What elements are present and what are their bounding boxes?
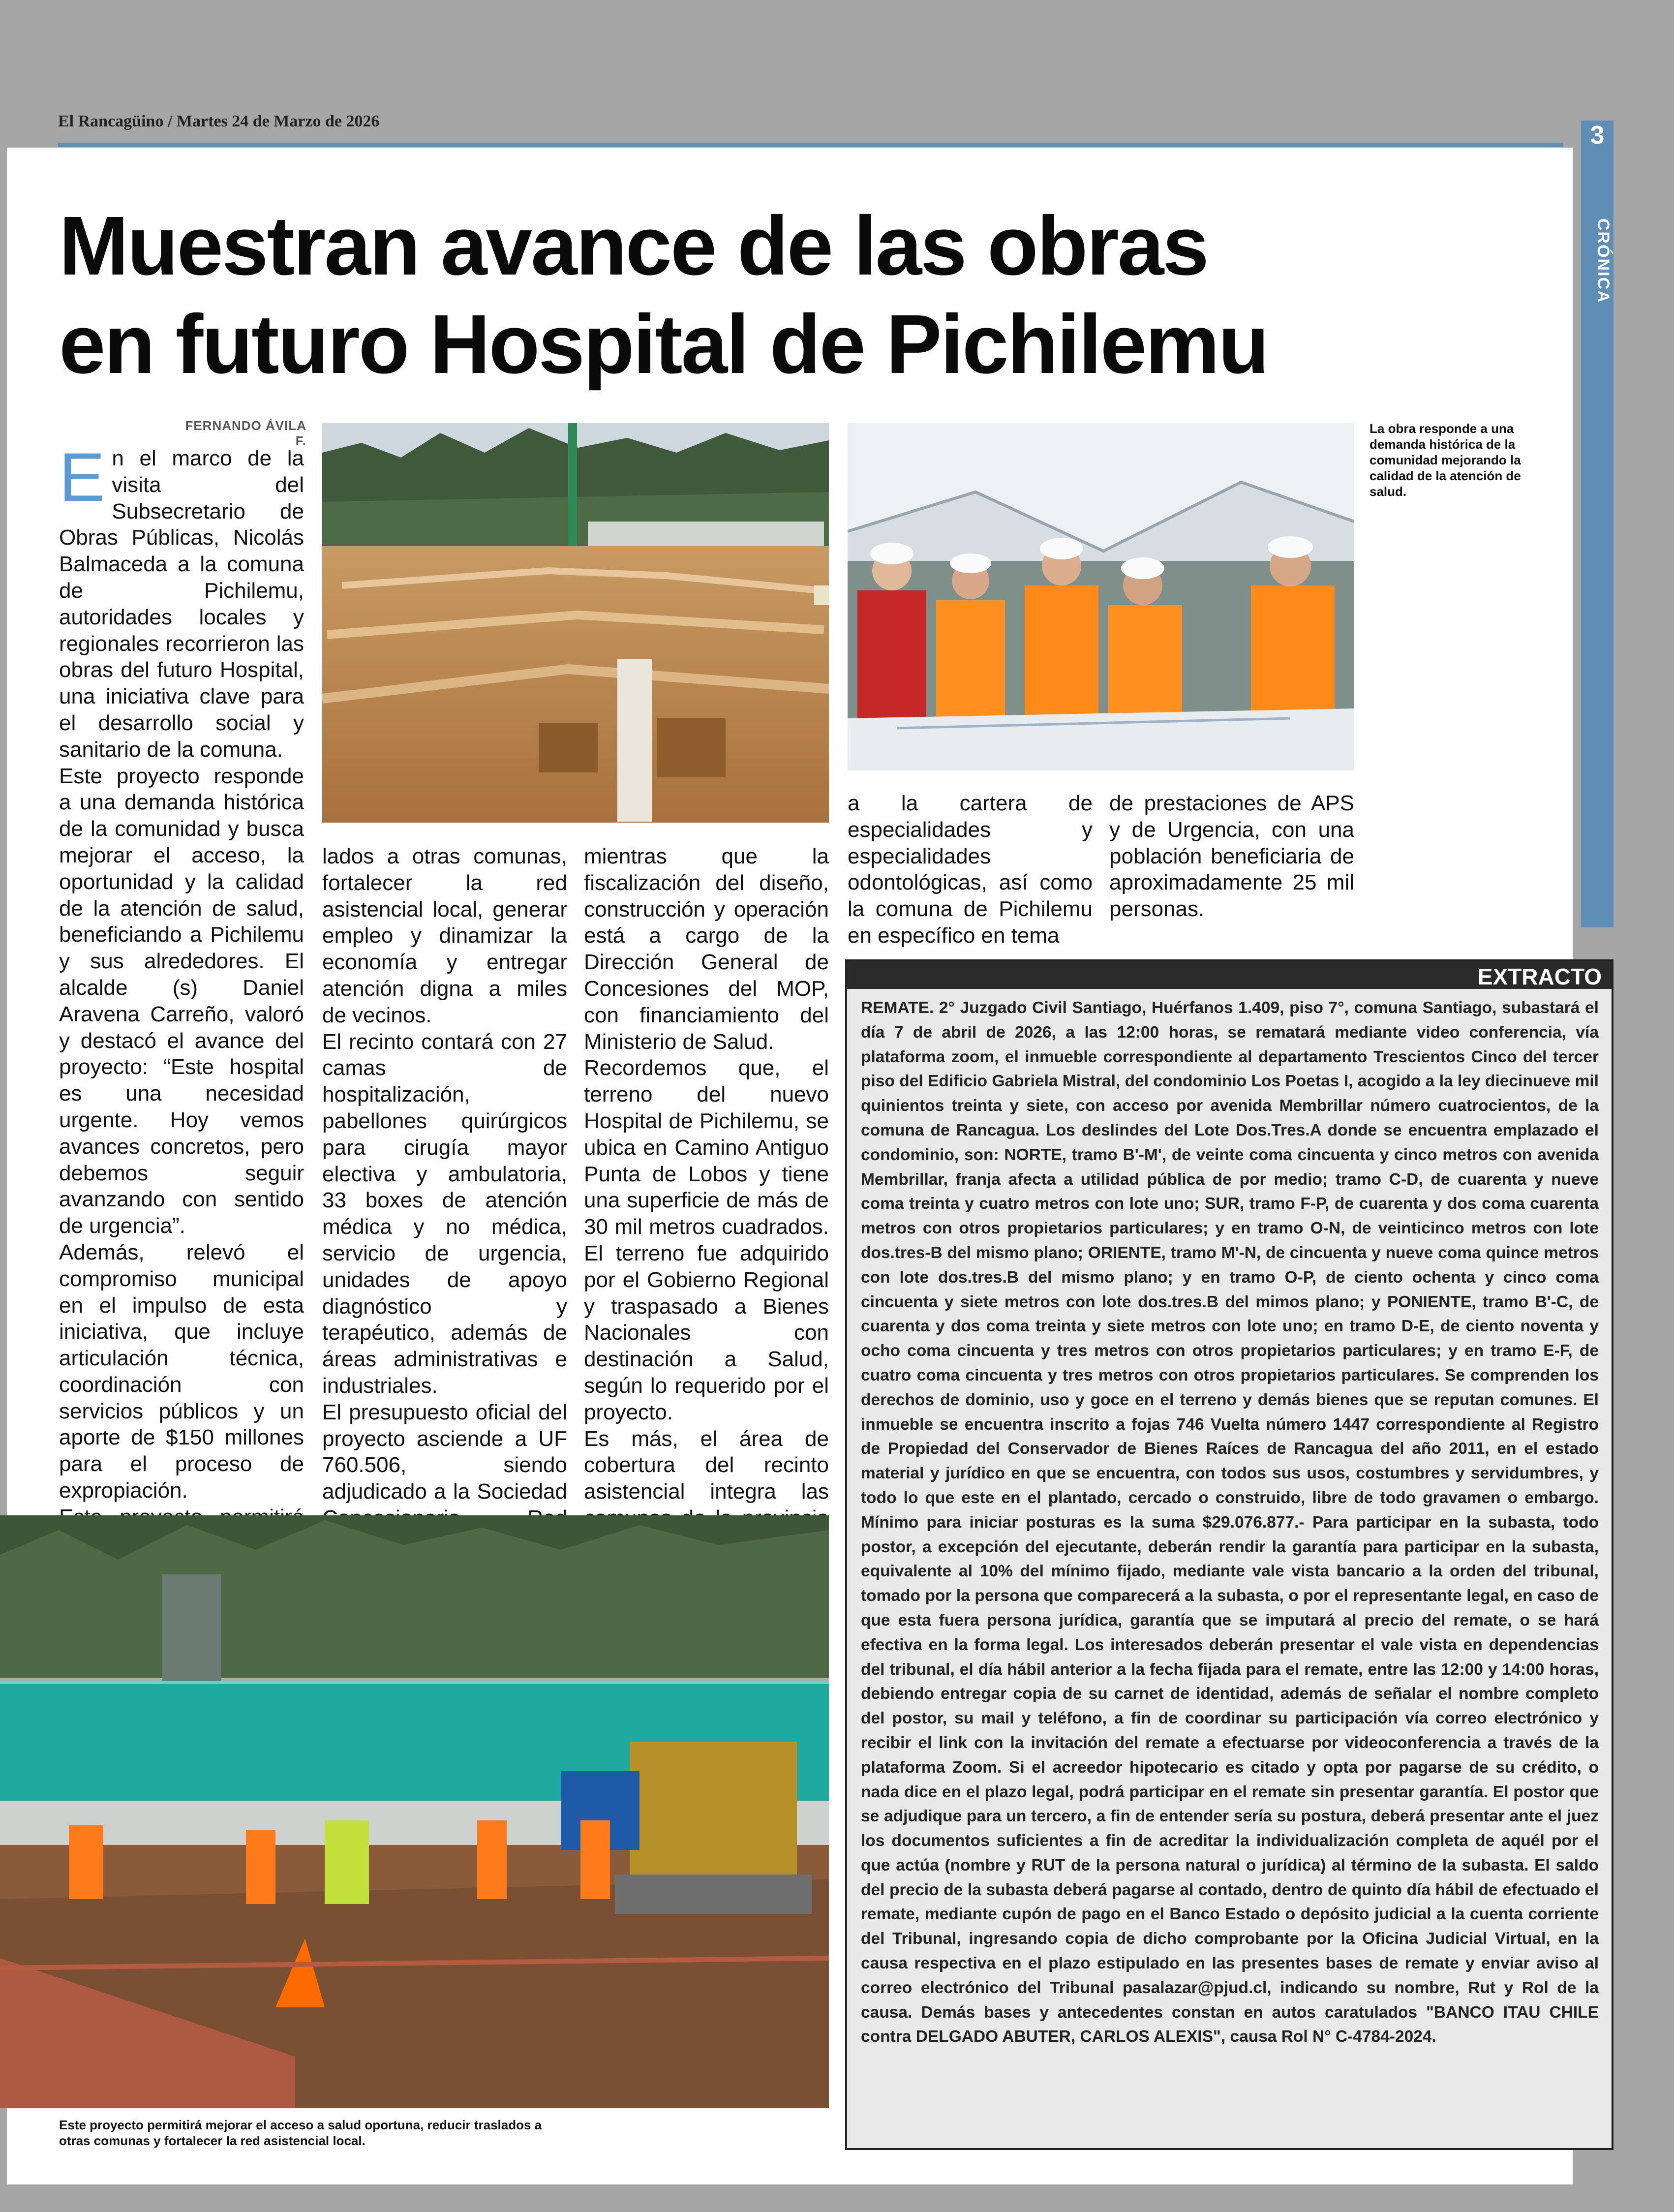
- photo-caption-workers: Este proyecto permitirá mejorar el acceso a salud oportuna, reducir traslados a otras comunas y fortalecer la red asistencial local.: [59, 2118, 542, 2148]
- paragraph: Es más, el área de cobertura del recinto asistencial integra las: [584, 1426, 829, 1504]
- paragraph: n el marco de la visita del Subsecretario de Obras Públicas, Nicolás Balmaceda a la comuna de Pichilemu, autoridades locales y regionales recorrieron las obras del futuro Hospital, una iniciativa clave para el desarrollo social y sanitario de la comuna.: [59, 446, 304, 762]
- paragraph: mientras que la fiscalización del diseño, construcción y operación está a cargo de la Dirección General de Concesiones del MOP, con financiamiento del Ministerio de Salud.: [584, 844, 829, 1054]
- article-column-3: [584, 843, 829, 1584]
- page-header: [58, 112, 380, 131]
- extracto-title: EXTRACTO: [1477, 964, 1602, 989]
- paragraph: Recordemos que, el terreno del nuevo Hospital de Pichilemu, se ubica en Camino Antiguo Punta de Lobos y tiene una superficie de más de 30 mil metros cuadrados. El terreno fue adquirido por el Gobierno Regional y traspasado a Bienes Nacionales con destinación a Salud, según lo requerido por el proyecto.: [584, 1056, 829, 1424]
- article-column-1: [59, 438, 304, 1610]
- article-column-2: [322, 843, 567, 1611]
- header-separator: /: [167, 112, 173, 130]
- paragraph: Además, relevó el compromiso municipal en el impulso de esta iniciativa, que incluye articulación técnica, coordinación con servicios públicos y un aporte de $150 millones para el proceso de expropiación.: [59, 1240, 304, 1503]
- paragraph: lados a otras comunas, fortalecer la red asistencial local, generar empleo y dinamizar la economía y entregar atención digna a miles de vecinos.: [322, 844, 567, 1027]
- photo-construction-workers: [0, 1515, 829, 2108]
- article-column-5: [1109, 790, 1354, 922]
- article-column-4: [848, 790, 1093, 949]
- paragraph: a la cartera de especialidades y especialidades odontológicas, así como la comuna de Pichilemu en específico en tema: [848, 791, 1093, 948]
- photo-excavation-site: [322, 423, 829, 823]
- newspaper-name: El Rancagüino: [58, 112, 164, 130]
- page-number: 3: [1590, 121, 1605, 150]
- extracto-header-bar: [847, 961, 1612, 989]
- extracto-text: REMATE. 2° Juzgado Civil Santiago, Huérfanos 1.409, piso 7°, comuna Santiago, subastará el día 7 de abril de 2026, a las 12:00 horas, se rematará mediante video conferencia, vía plataforma zoom, el inmueble correspondiente al departamento Trescientos Cinco del tercer piso del Edificio Gabriela Mistral, del condominio Los Poetas I, acogido a la ley diecinueve mil quinientos treinta y siete, con acceso por avenida Membrillar número cuatrocientos, de la comuna de Rancagua. Los deslindes del Lote Dos.Tres.A donde se encuentra emplazado el condominio, son: NORTE, tramo B'-M', de veinte coma cincuenta y cinco metros con avenida Membrillar, franja afecta a utilidad pública de por medio; tramo C-D, de cuarenta y nueve coma treinta y cuatro metros con lote uno; SUR, tramo F-P, de cuarenta y dos coma cuarenta metros con otros propietarios particulares; y en tramo O-N, de veinticinco metros con lote dos.tres-B del mismo plano; ORIENTE, tramo M'-N, de cincuenta y nueve coma quince metros con lote dos.tres.B del mismo plano; y en tramo O-P, de ciento ochenta y cinco coma cincuenta y siete metros con lote dos.tres.B del mimos plano; y PONIENTE, tramo B'-C, de cuarenta y dos coma treinta y siete metros con lote uno; en tramo D-E, de ciento noventa y ocho coma cincuenta y tres metros con otros propietarios particulares; y en tramo E-F, de cuatro coma cincuenta y tres metros con otros propietarios particulares. Se comprenden los derechos de dominio, uso y goce en el terreno y demás bienes que se reputan comunes. El inmueble se encuentra inscrito a fojas 746 Vuelta número 1447 correspondiente al Registro de Propiedad del Conservador de Bienes Raíces de Rancagua del año 2011, en el estado material y jurídico en que se encuentra, con todos sus usos, costumbres y servidumbres, y todo lo que este en el plantado, cercado o construido, libre de todo gravamen o embargo. Mínimo para iniciar posturas es la suma $29.076.877.- Para participar en la subasta, todo postor, a excepción del ejecutante, deberán rendir la garantía para participar en la subasta, equivalente al 10% del mínimo fijado, mediante vale vista bancario a la orden del tribunal, tomado por la persona que comparecerá a la subasta, o por el representante legal, en caso de que esta fuera persona jurídica, garantía que se imputará al precio del remate, o se hará efectiva en la forma legal. Los interesados deberán presentar el vale vista en dependencias del tribunal, el día hábil anterior a la fecha fijada para el remate, entre las 12:00 y 14:00 horas, debiendo entregar copia de su carnet de identidad, además de señalar el nombre completo del postor, su mail y teléfono, a fin de coordinar su participación vía correo electrónico y recibir el link con la invitación del remate a efectuarse por videoconferencia a través de la plataforma Zoom. Si el acreedor hipotecario es citado y opta por pagarse de su crédito, o nada dice en el plazo legal, podrá participar en el remate sin presentar garantía. El postor que se adjudique para un tercero, a fin de entender sería su postura, deberá presentar ante el juez los documentos suficientes a fin de acreditar la individualización completa de aquél por el que actúa (nombre y RUT de la persona natural o jurídica) al término de la subasta. El saldo del precio de la subasta deberá pagarse al contado, dentro de quinto día hábil de efectuado el remate, mediante cupón de pago en el Banco Estado o depósito judicial a la cuenta corriente del Tribunal, ingresando copia de dicho comprobante por la Oficina Judicial Virtual, en la causa respectiva en el plazo estipulado en las presentes bases de remate y enviar aviso al correo electrónico del Tribunal pasalazar@pjud.cl, indicando su nombre, Rut y Rol de la causa. Demás bases y antecedentes constan en autos caratulados "BANCO ITAU CHILE contra DELGADO ABUTER, CARLOS ALEXIS", causa Rol N° C-4784-2024.: [861, 999, 1599, 2046]
- header-rule: [58, 143, 1563, 147]
- extracto-notice: [845, 959, 1613, 2150]
- headline: Muestran avance de las obras en futuro Hospital de Pichilemu: [59, 199, 1268, 391]
- paragraph: El presupuesto oficial del proyecto asciende a UF 760.506, siendo adjudicado a la Sociedad: [322, 1400, 567, 1504]
- paragraph: Este proyecto responde a una demanda histórica de la comunidad y busca mejorar el acceso, la oportunidad y la calidad de la atención de salud, beneficiando a Pichilemu y sus alrededores. El alcalde (s) Daniel Aravena Carreño, valoró y destacó el avance del proyecto: “Este hospital es una necesidad urgente. Hoy vemos avances concretos, pero debemos seguir avanzando con sentido de urgencia”.: [59, 764, 304, 1238]
- byline: FERNANDO ÁVILA F.: [185, 418, 306, 448]
- drop-cap: E: [59, 438, 105, 516]
- photo-officials-inspection: [848, 423, 1354, 770]
- issue-date: Martes 24 de Marzo de 2026: [176, 112, 380, 130]
- paragraph: El recinto contará con 27 camas de hospitalización, pabellones quirúrgicos para cirugía mayor electiva y ambulatoria, 33 boxes de atención médica y no médica, servicio de urgencia, unidades de apoyo diagnóstico y terapéutico, además de áreas administrativas e industriales.: [322, 1029, 567, 1398]
- photo-caption-officials: La obra responde a una demanda histórica de la comunidad mejorando la calidad de la atención de salud.: [1370, 421, 1521, 499]
- paragraph: de prestaciones de APS y de Urgencia, con una población beneficiaria de aproximadamente 25 mil personas.: [1109, 791, 1354, 922]
- section-label: CRÓNICA: [1594, 218, 1613, 304]
